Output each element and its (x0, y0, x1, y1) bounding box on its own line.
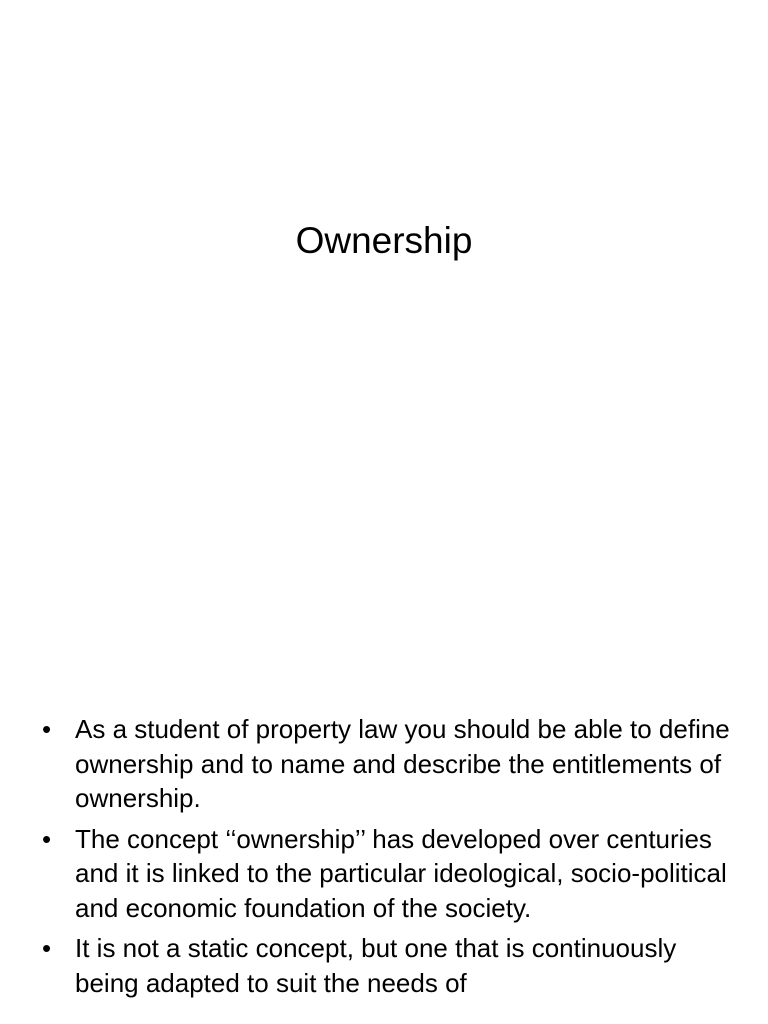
bullet-icon: • (42, 714, 52, 744)
bullet-text: The concept ‘‘ownership’’ has developed over centuries and it is linked to the particular ideological, socio-political and economic foundation of the society. (75, 823, 727, 923)
bullet-item (42, 931, 732, 1000)
bullet-item (42, 822, 732, 926)
slide-title: Ownership (295, 220, 473, 261)
bullet-item (42, 712, 732, 816)
bullet-list (42, 712, 732, 1006)
bullet-icon: • (42, 823, 52, 854)
content-slide (0, 700, 768, 1024)
bullet-text: It is not a static concept, but one that is continuously being adapted to suit the needs of (75, 933, 677, 998)
bullet-text: As a student of property law you should be able to define ownership and to name and describe the entitlements of ownership. (75, 714, 730, 813)
bullet-icon: • (42, 933, 52, 963)
